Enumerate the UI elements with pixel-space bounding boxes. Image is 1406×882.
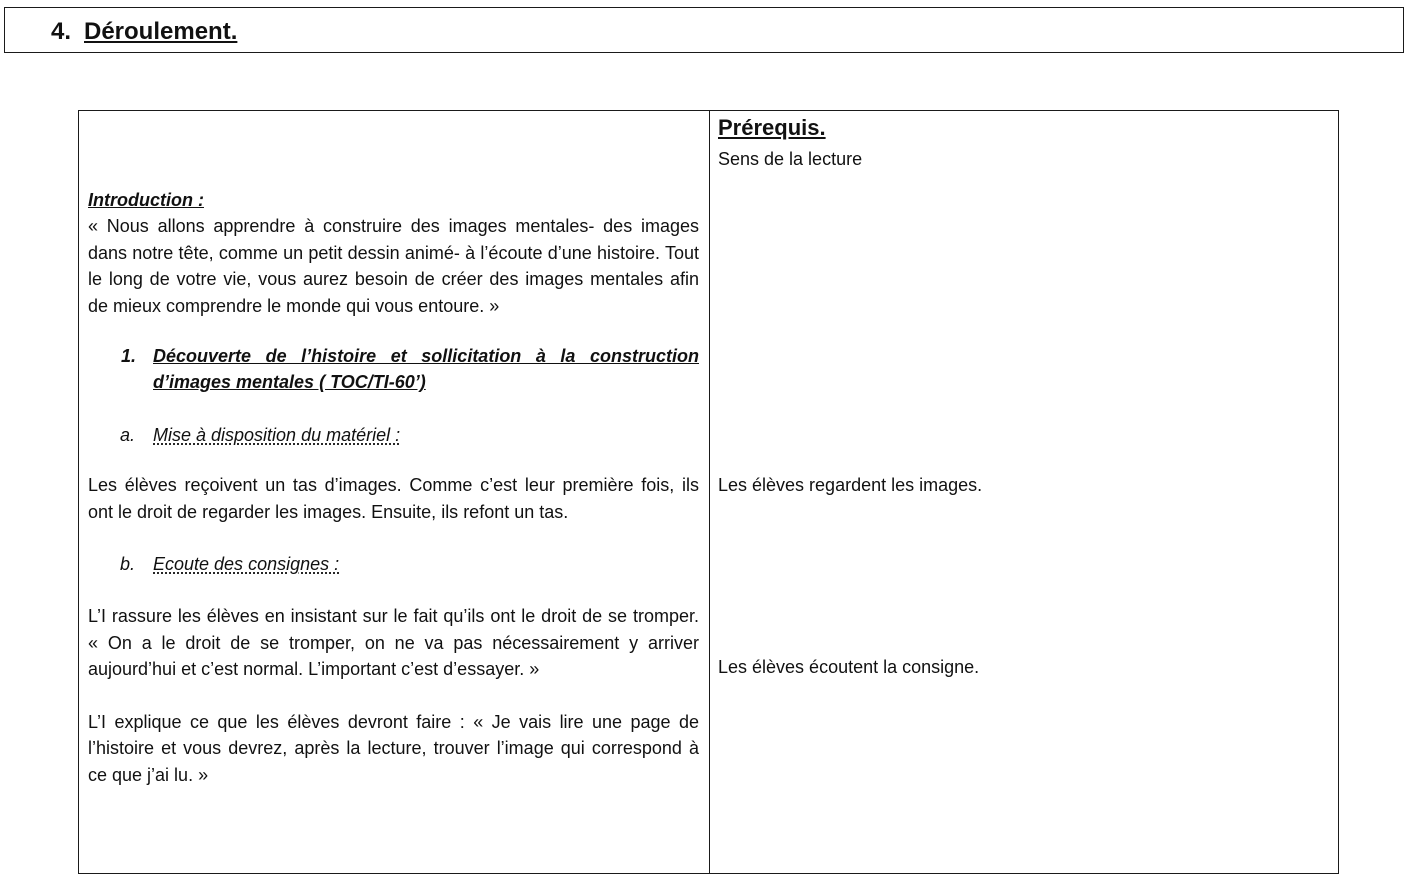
introduction-heading: Introduction : <box>88 190 204 210</box>
section-number: 4. <box>51 18 72 45</box>
lesson-table <box>78 110 1339 874</box>
substep-letter: a. <box>120 424 136 445</box>
substep-title: Mise à disposition du matériel : <box>153 424 401 445</box>
activity-column <box>88 187 699 788</box>
step-number: 1. <box>121 346 137 367</box>
section-header <box>4 7 1404 53</box>
column-divider <box>709 111 710 873</box>
note-listen-instruction: Les élèves écoutent la consigne. <box>718 657 980 677</box>
step-title: Découverte de l’histoire et sollicitation à la construction d’images mentales ( TOC/TI-60’) <box>153 346 699 393</box>
notes-column <box>718 111 1330 873</box>
substep-title: Ecoute des consignes : <box>153 554 340 575</box>
prerequisites-heading: Prérequis. <box>718 115 826 140</box>
section-title: Déroulement. <box>84 18 238 45</box>
note-look-images: Les élèves regardent les images. <box>718 475 983 495</box>
spacer <box>88 525 699 551</box>
prerequisites-text: Sens de la lecture <box>718 149 863 169</box>
spacer <box>88 683 699 709</box>
spacer <box>88 577 699 603</box>
substep-b <box>88 551 699 577</box>
spacer <box>88 396 699 422</box>
introduction-text: « Nous allons apprendre à construire des images mentales- des images dans notre tête, comme un petit dessin animé- à l’écoute d’une histoire. Tout le long de votre vie, vous aurez besoin de créer des images mentales afin de mieux comprendre le monde qui vous entoure. » <box>88 216 699 316</box>
substep-a <box>88 422 699 448</box>
substep-a-text: Les élèves reçoivent un tas d’images. Comme c’est leur première fois, ils ont le droit de regarder les images. Ensuite, ils refont un tas. <box>88 475 699 522</box>
substep-b-text-1: L’I rassure les élèves en insistant sur le fait qu’ils ont le droit de se tromper. « On a le droit de se tromper, on ne va pas nécessairement y arriver aujourd’hui et c’est normal. L’important c’est d’essayer. » <box>88 606 699 680</box>
substep-b-text-2: L’I explique ce que les élèves devront faire : « Je vais lire une page de l’histoire et vous devrez, après la lecture, trouver l’image qui correspond à ce que j’ai lu. » <box>88 711 699 785</box>
spacer <box>88 319 699 343</box>
step-1 <box>88 343 699 396</box>
spacer <box>88 448 699 472</box>
substep-letter: b. <box>120 554 136 575</box>
